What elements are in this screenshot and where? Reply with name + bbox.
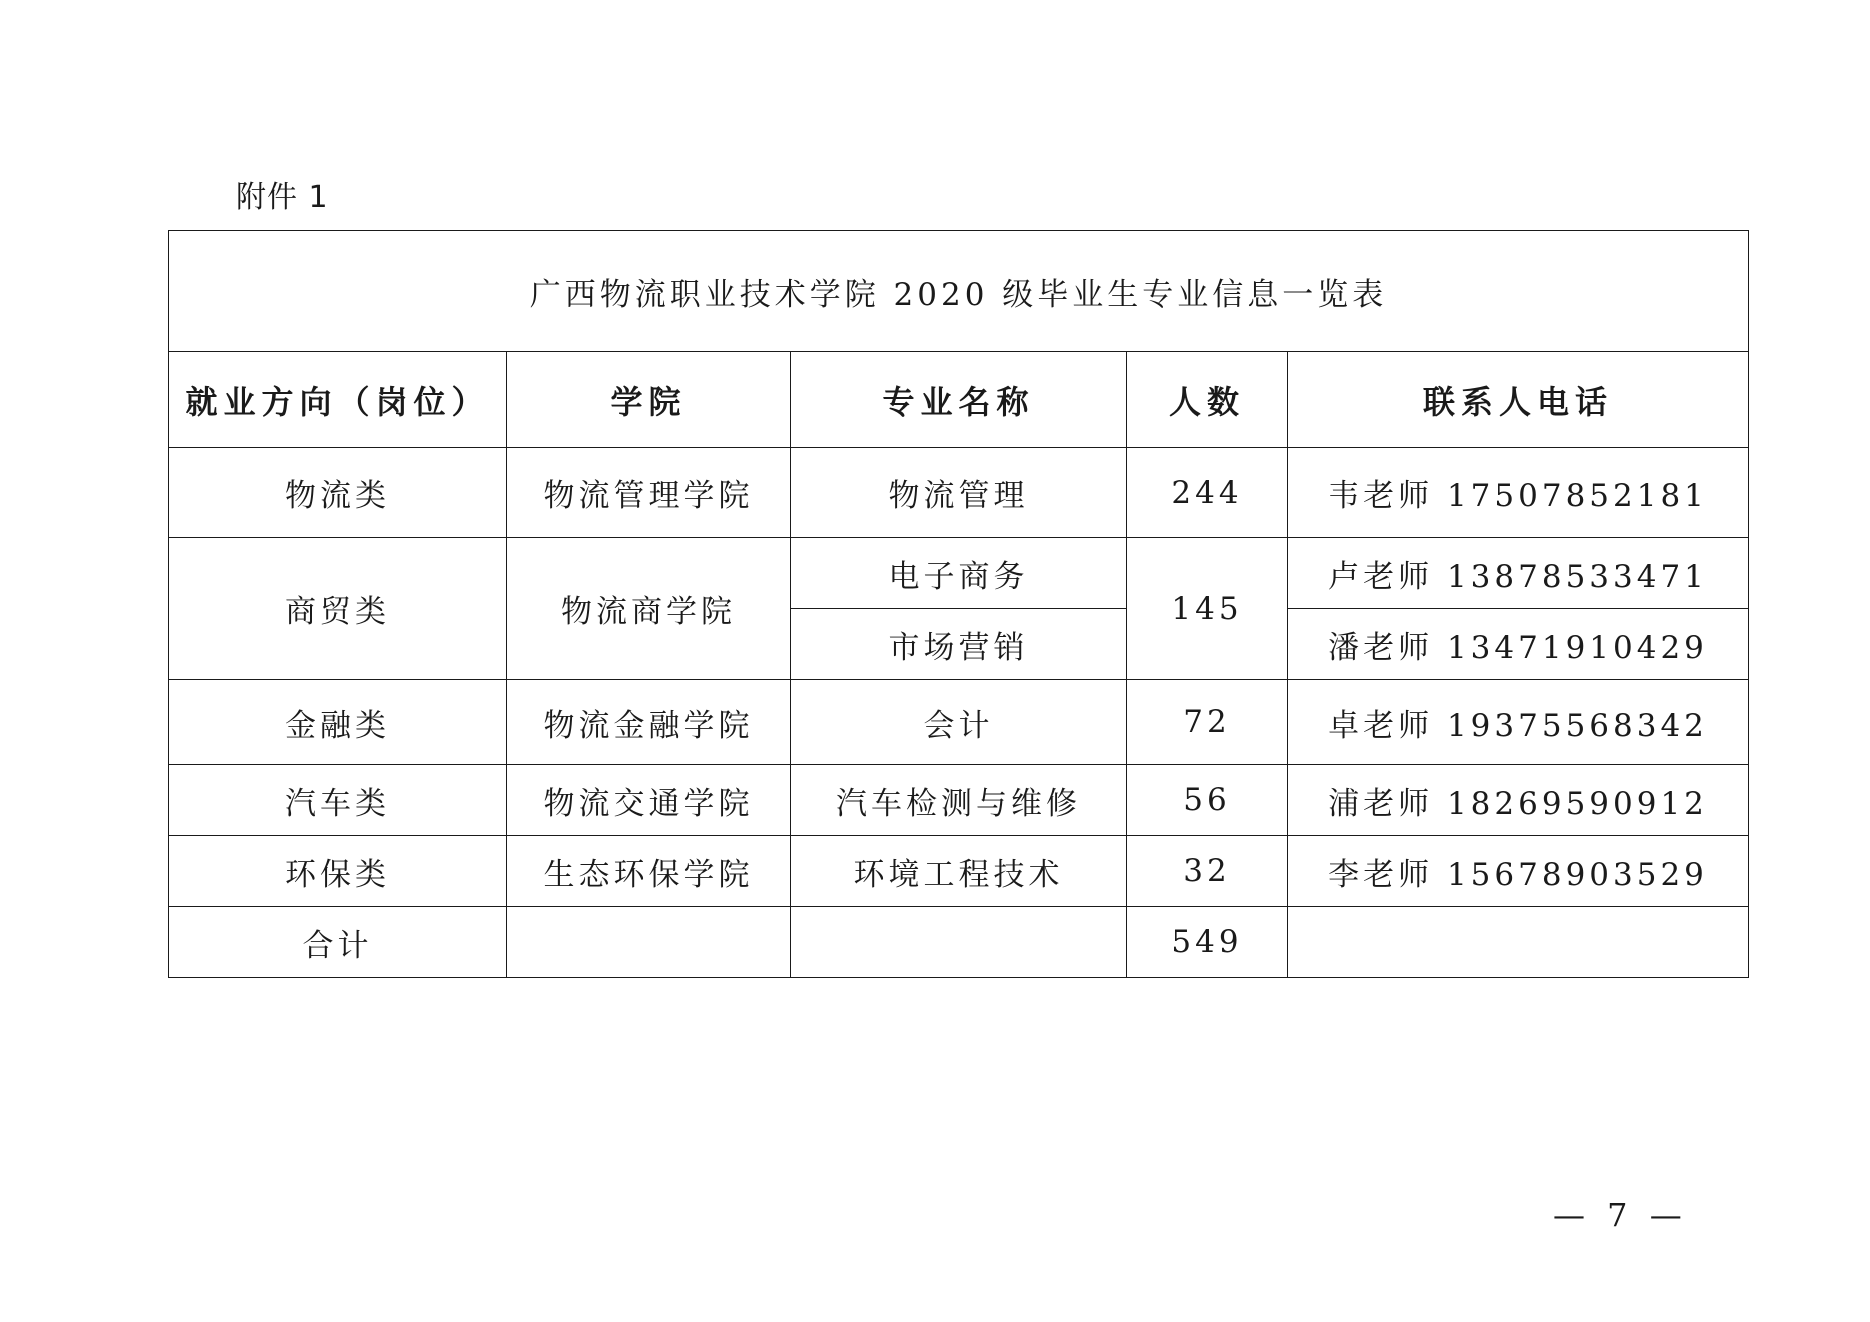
college-cell: 生态环保学院 [507,836,791,907]
header-contact: 联系人电话 [1288,352,1749,448]
contact-cell: 卢老师 13878533471 [1288,538,1749,609]
direction-cell: 商贸类 [169,538,507,680]
count-cell: 32 [1127,836,1288,907]
college-cell: 物流商学院 [507,538,791,680]
contact-cell: 浦老师 18269590912 [1288,765,1749,836]
table-row [169,765,1749,836]
table-row [169,836,1749,907]
header-count: 人数 [1127,352,1288,448]
direction-cell: 汽车类 [169,765,507,836]
contact-cell: 卓老师 19375568342 [1288,680,1749,765]
contact-cell: 李老师 15678903529 [1288,836,1749,907]
direction-cell: 金融类 [169,680,507,765]
header-major: 专业名称 [791,352,1127,448]
header-college: 学院 [507,352,791,448]
direction-cell: 物流类 [169,448,507,538]
major-cell: 会计 [791,680,1127,765]
table-row [169,538,1749,609]
major-cell: 电子商务 [791,538,1127,609]
count-cell: 244 [1127,448,1288,538]
empty-cell [1288,907,1749,978]
contact-cell: 韦老师 17507852181 [1288,448,1749,538]
major-cell: 汽车检测与维修 [791,765,1127,836]
table-title: 广西物流职业技术学院 2020 级毕业生专业信息一览表 [169,231,1749,352]
count-cell: 145 [1127,538,1288,680]
attachment-label: 附件 1 [236,180,329,215]
college-cell: 物流金融学院 [507,680,791,765]
contact-cell: 潘老师 13471910429 [1288,609,1749,680]
page-number: — 7 — [1553,1196,1688,1234]
count-cell: 72 [1127,680,1288,765]
empty-cell [507,907,791,978]
table-row [169,680,1749,765]
college-cell: 物流交通学院 [507,765,791,836]
empty-cell [791,907,1127,978]
table-row [169,448,1749,538]
major-cell: 市场营销 [791,609,1127,680]
major-cell: 环境工程技术 [791,836,1127,907]
count-cell: 56 [1127,765,1288,836]
total-label-cell: 合计 [169,907,507,978]
direction-cell: 环保类 [169,836,507,907]
header-direction: 就业方向（岗位） [169,352,507,448]
total-row [169,907,1749,978]
graduate-major-table [168,230,1749,978]
college-cell: 物流管理学院 [507,448,791,538]
table-header-row [169,352,1749,448]
total-count-cell: 549 [1127,907,1288,978]
major-cell: 物流管理 [791,448,1127,538]
